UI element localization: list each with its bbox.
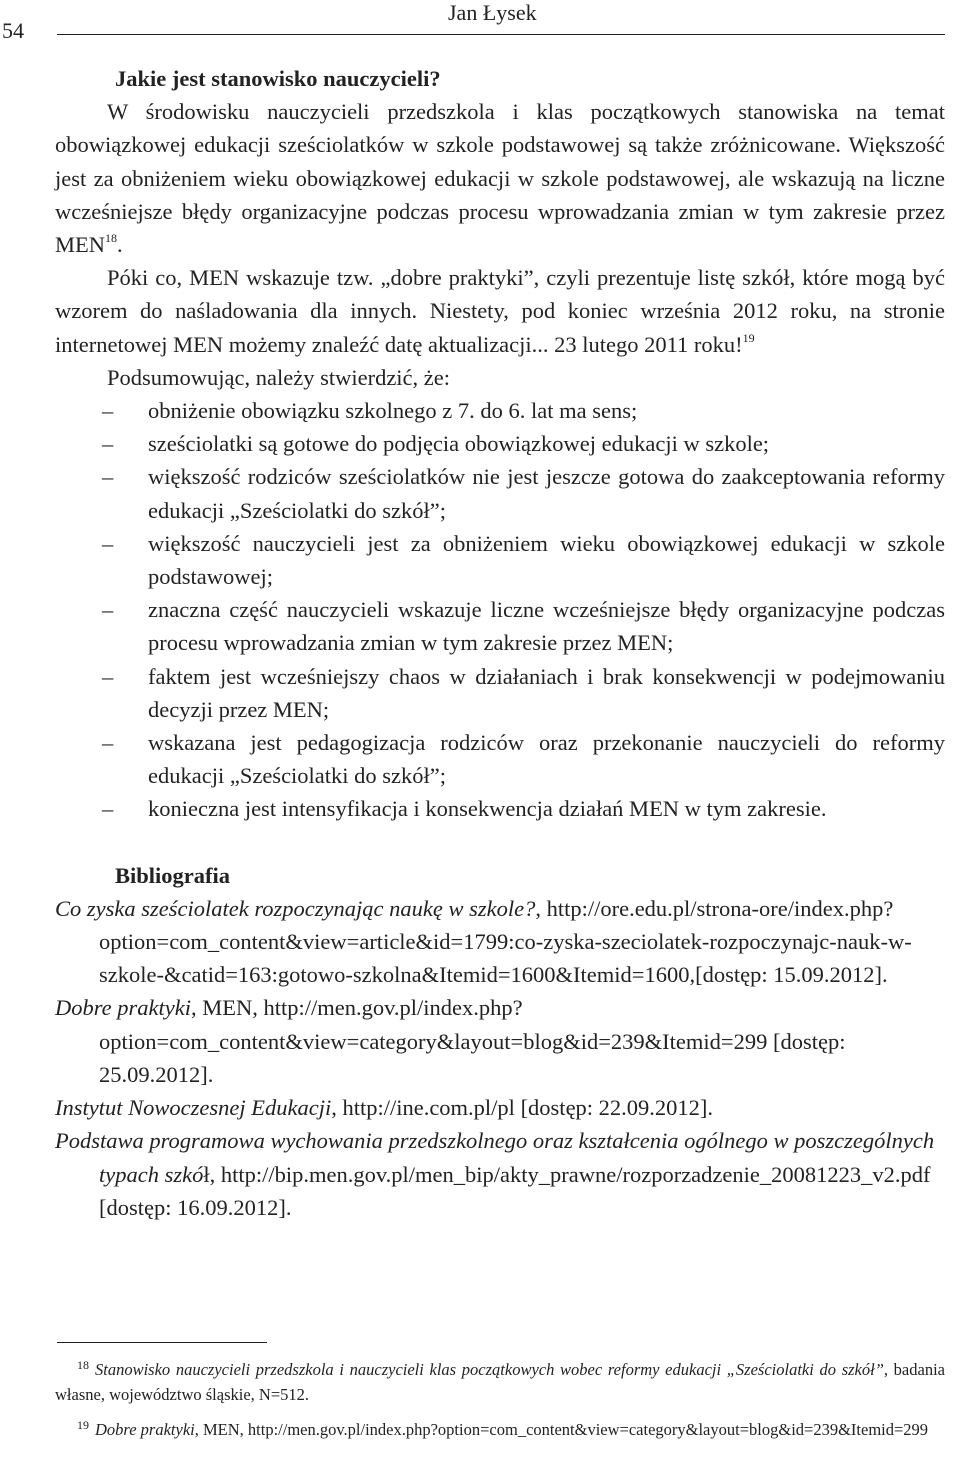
list-item-text: obniżenie obowiązku szkolnego z 7. do 6. lat ma sens;	[148, 398, 638, 424]
list-item-text: sześciolatki są gotowe do podjęcia obowiązkowej edukacji w szkole;	[148, 431, 770, 457]
footnote-ref[interactable]: 18	[105, 231, 117, 246]
bibliography-entry	[55, 892, 945, 992]
dash-bullet: –	[102, 530, 114, 556]
footnote	[55, 1413, 945, 1443]
list-item-text: większość nauczycieli jest za obniżeniem wieku obowiązkowej edukacji w szkole podstawowej;	[148, 530, 945, 590]
paragraph	[55, 261, 945, 361]
bib-details[interactable]: , http://ine.com.pl/pl [dostęp: 22.09.2012].	[331, 1095, 714, 1121]
list-item	[55, 460, 945, 526]
bib-details[interactable]: ł, http://bip.men.gov.pl/men_bip/akty_prawne/rozporzadzenie_20081223_v2.pdf [dostęp: 16.09.2012].	[99, 1161, 931, 1220]
bib-title: Instytut Nowoczesnej Edukacji	[55, 1095, 332, 1121]
bib-title: Podstawa programowa wychowania przedszkolnego oraz kształcenia ogólnego w poszczególnych typach szkó	[55, 1128, 935, 1187]
paragraph	[55, 95, 945, 261]
dash-bullet: –	[102, 398, 114, 424]
running-head: Jan Łysek	[448, 0, 537, 25]
bibliography-entry	[55, 991, 945, 1091]
footnote	[55, 1353, 945, 1407]
dash-bullet: –	[102, 730, 114, 756]
footnote-rule	[57, 1342, 267, 1343]
list-item	[55, 527, 945, 593]
footnote-italic: Dobre praktyki	[95, 1420, 195, 1439]
list-item	[55, 726, 945, 792]
list-item-text: konieczna jest intensyfikacja i konsekwencja działań MEN w tym zakresie.	[148, 796, 827, 822]
footnote-text: , badania własne, województwo śląskie, N=512.	[55, 1360, 945, 1404]
footnote-number: 19	[77, 1418, 89, 1432]
bib-title: Dobre praktyki	[55, 995, 191, 1021]
footnote-text[interactable]: , MEN, http://men.gov.pl/index.php?option=com_content&view=category&layout=blog&id=239&Itemid=299	[194, 1420, 929, 1439]
footnote-number: 18	[77, 1358, 89, 1372]
list-item	[55, 660, 945, 726]
dash-bullet: –	[102, 464, 114, 490]
bib-details[interactable]: , http://ore.edu.pl/strona-ore/index.php?option=com_content&view=article&id=1799:co-zyska-szeciolatek-rozpoczynajc-nauk-w-szkole-&catid=163:gotowo-szkolna&Itemid=1600&Itemid=1600,[dostęp: 15.09.2012].	[99, 895, 912, 988]
list-item	[55, 593, 945, 659]
list-item	[55, 394, 945, 427]
list-item-text: faktem jest wcześniejszy chaos w działaniach i brak konsekwencji w podejmowaniu decyzji przez MEN;	[148, 663, 945, 722]
section-heading: Jakie jest stanowisko nauczycieli?	[115, 66, 441, 91]
list-item	[55, 427, 945, 460]
bibliography-heading: Bibliografia	[115, 862, 231, 888]
page-number: 54	[2, 18, 24, 43]
list-item-text: znaczna część nauczycieli wskazuje liczne wcześniejsze błędy organizacyjne podczas procesu wprowadzania zmian w tym zakresie przez MEN;	[148, 597, 945, 656]
paragraph-text: Póki co, MEN wskazuje tzw. „dobre praktyki”, czyli prezentuje listę szkół, które mogą być wzorem do naśladowania dla innych. Niestety, pod koniec września 2012 roku, na stronie internetowej MEN możemy znaleźć datę aktualizacji... 23 lutego 2011 roku!	[55, 265, 945, 357]
summary-list	[55, 394, 945, 826]
footnote-ref[interactable]: 19	[742, 330, 755, 345]
bibliography-entry	[55, 1091, 945, 1124]
summary-intro: Podsumowując, należy stwierdzić, że:	[107, 364, 451, 390]
dash-bullet: –	[102, 431, 114, 457]
bib-details[interactable]: , MEN, http://men.gov.pl/index.php?option=com_content&view=category&layout=blog&id=239&Itemid=299 [dostęp: 25.09.2012].	[99, 995, 846, 1087]
dash-bullet: –	[102, 796, 114, 822]
list-item-text: większość rodziców sześciolatków nie jest jeszcze gotowa do zaakceptowania reformy edukacji „Sześciolatki do szkół”;	[148, 464, 945, 523]
paragraph-text: W środowisku nauczycieli przedszkola i klas początkowych stanowiska na temat obowiązkowej edukacji sześciolatków w szkole podstawowej są także zróżnicowane. Większość jest za obniżeniem wieku obowiązkowej edukacji w szkole podstawowej, ale wskazują na liczne wcześniejsze błędy organizacyjne podczas procesu wprowadzania zmian w tym zakresie przez MEN	[55, 99, 945, 258]
bib-title: Co zyska sześciolatek rozpoczynając naukę w szkole?	[55, 895, 536, 921]
dash-bullet: –	[102, 597, 114, 623]
page-body	[55, 62, 945, 1224]
list-item-text: wskazana jest pedagogizacja rodziców oraz przekonanie nauczycieli do reformy edukacji „Sześciolatki do szkół”;	[148, 730, 945, 789]
header-rule	[57, 34, 945, 35]
footnotes	[55, 1353, 945, 1449]
footnote-italic: Stanowisko nauczycieli przedszkola i nauczycieli klas początkowych wobec reformy edukacji „Sześciolatki do szkół”	[95, 1360, 884, 1379]
dash-bullet: –	[102, 663, 114, 689]
paragraph-end: .	[117, 232, 123, 258]
list-item	[55, 792, 945, 825]
bibliography-entry	[55, 1124, 945, 1224]
